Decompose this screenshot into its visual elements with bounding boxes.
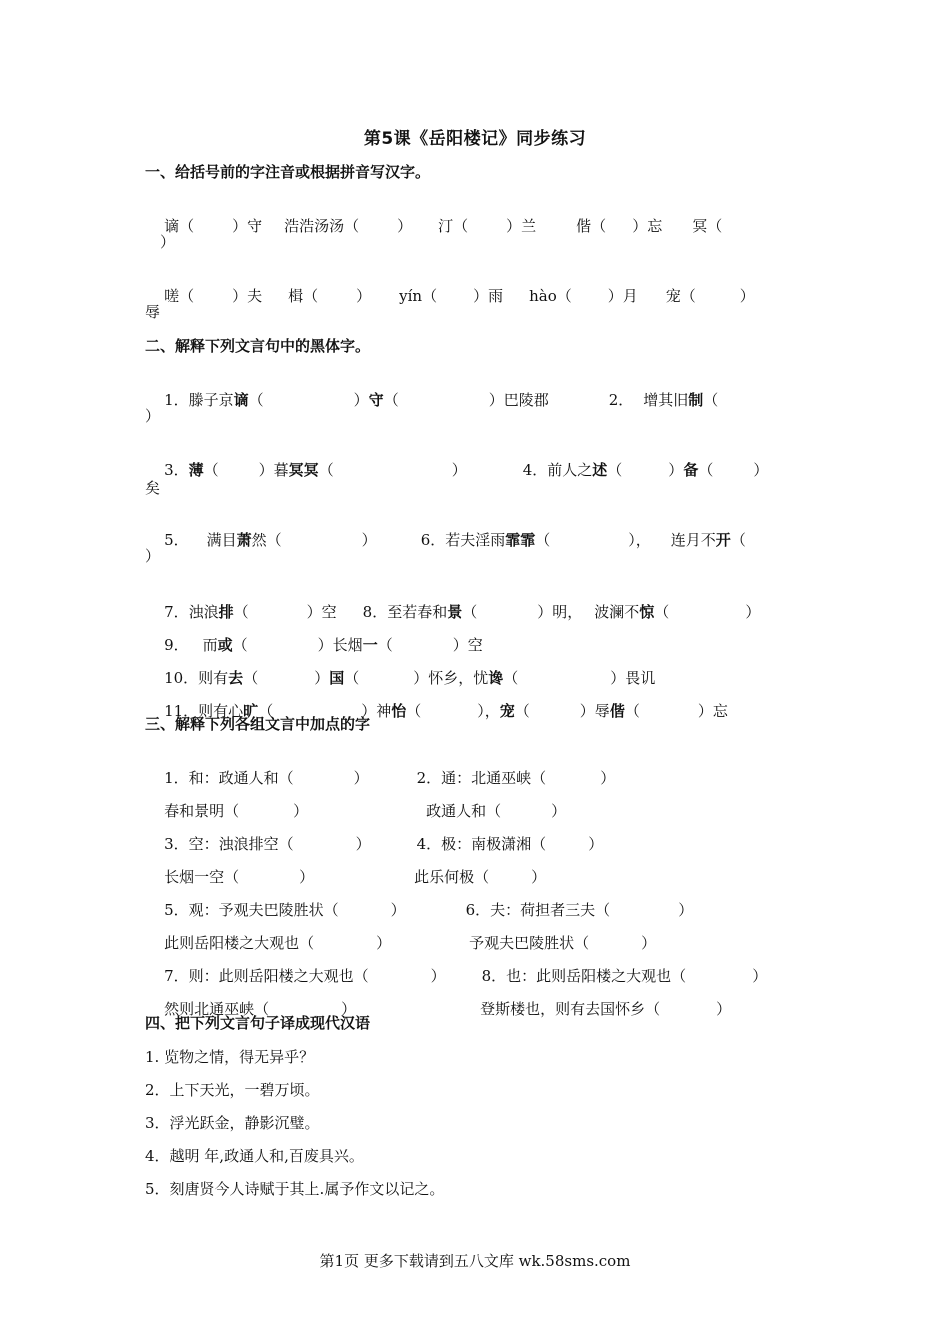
text-segment: ） — [745, 603, 761, 621]
text-segment: （ — [654, 603, 670, 621]
text-segment: 登斯楼也，则有去国怀乡（ — [480, 1000, 661, 1018]
bold-char: 怡 — [391, 702, 407, 720]
text-segment: ） — [739, 287, 755, 305]
text-segment: hào（ — [529, 287, 572, 305]
text-segment: ）怀乡，忧 — [413, 669, 489, 687]
text-segment: （ — [514, 702, 530, 720]
text-segment: ） — [716, 1000, 732, 1018]
s1-row1 — [145, 196, 722, 256]
text-segment: ）巴陵郡 — [488, 391, 549, 409]
bold-char: 制 — [688, 391, 704, 409]
section-4-heading: 四、把下列文言句子译成现代汉语 — [145, 1014, 371, 1032]
text-segment: 1．和：政通人和（ — [164, 769, 294, 787]
text-segment: 宠（ — [665, 287, 696, 305]
text-segment: 7．则：此则岳阳楼之大观也（ — [164, 967, 369, 985]
s2-q5-cont: ） — [145, 547, 161, 565]
text-segment: ） — [531, 868, 547, 886]
text-segment: （ — [406, 702, 422, 720]
bold-char: 谗 — [488, 669, 504, 687]
s2-q1-cont: ） — [145, 407, 161, 425]
text-segment: 10．则有 — [164, 669, 229, 687]
text-segment: 2． — [608, 391, 634, 409]
text-segment: （ — [503, 669, 519, 687]
text-segment: 4．前人之 — [522, 461, 593, 479]
text-segment: ） — [353, 769, 369, 787]
text-segment: （ — [318, 461, 334, 479]
bold-char: 宠 — [499, 702, 515, 720]
bold-char: 或 — [217, 636, 233, 654]
text-segment: 嗟（ — [164, 287, 195, 305]
text-segment: 浩浩汤汤（ — [284, 217, 360, 235]
s4-item-5: 5．刻唐贤今人诗赋于其上.属予作文以记之。 — [145, 1180, 445, 1198]
s1-row1-cont: ） — [160, 233, 176, 251]
text-segment: 汀（ — [438, 217, 469, 235]
bold-char: 守 — [368, 391, 384, 409]
bold-char: 景 — [447, 603, 463, 621]
text-segment: （ — [624, 702, 640, 720]
text-segment: ） — [397, 217, 413, 235]
text-segment: 楫（ — [288, 287, 319, 305]
text-segment: ） — [588, 835, 604, 853]
text-segment: ） — [753, 461, 769, 479]
text-segment: （ — [233, 603, 249, 621]
text-segment: ） — [376, 934, 392, 952]
text-segment: 11．则有心 — [164, 702, 244, 720]
text-segment: 然（ — [251, 531, 282, 549]
text-segment: ） — [430, 967, 446, 985]
text-segment: 然则北通巫峡（ — [164, 1000, 270, 1018]
text-segment: ） — [390, 901, 406, 919]
text-segment: 偕（ — [576, 217, 607, 235]
section-2-heading: 二、解释下列文言句中的黑体字。 — [145, 337, 371, 355]
text-segment: ） — [551, 802, 567, 820]
bold-char: 述 — [592, 461, 608, 479]
text-segment: 波澜不 — [594, 603, 640, 621]
text-segment: 谪（ — [164, 217, 195, 235]
bold-char: 开 — [715, 531, 731, 549]
text-segment: ）空 — [306, 603, 337, 621]
text-segment: ）兰 — [506, 217, 537, 235]
text-segment: ）雨 — [473, 287, 504, 305]
text-segment: 2．通：北通巫峡（ — [416, 769, 547, 787]
text-segment: ）明， — [537, 603, 583, 621]
text-segment: 长烟一空（ — [164, 868, 240, 886]
text-segment: ）神 — [361, 702, 392, 720]
bold-char: 谪 — [233, 391, 249, 409]
text-segment: 7．浊浪 — [164, 603, 219, 621]
text-segment: ） — [451, 461, 467, 479]
s2-q1 — [145, 370, 718, 430]
s2-q3-cont: 矣 — [145, 479, 161, 497]
text-segment: ）月 — [607, 287, 638, 305]
s4-item-3: 3．浮光跃金，静影沉璧。 — [145, 1114, 320, 1132]
text-segment: 此则岳阳楼之大观也（ — [164, 934, 315, 952]
text-segment: ）守 — [232, 217, 263, 235]
text-segment: ） — [353, 391, 369, 409]
text-segment: 8．也：此则岳阳楼之大观也（ — [481, 967, 687, 985]
text-segment: 1．滕子京 — [164, 391, 234, 409]
bold-char: 排 — [218, 603, 234, 621]
s4-item-1: 1. 览物之情，得无异乎？ — [145, 1048, 315, 1066]
bold-char: 去 — [228, 669, 244, 687]
text-segment: ） — [668, 461, 684, 479]
text-segment: yín（ — [399, 287, 438, 305]
text-segment: ） — [600, 769, 616, 787]
s2-q5 — [145, 510, 746, 570]
text-segment: （ — [383, 391, 399, 409]
text-segment: 6．夫：荷担者三夫（ — [465, 901, 611, 919]
text-segment: （ — [203, 461, 219, 479]
text-segment: ）暮 — [258, 461, 289, 479]
text-segment: 予观夫巴陵胜状（ — [469, 934, 590, 952]
text-segment: 增其旧 — [643, 391, 689, 409]
text-segment: （ — [703, 391, 719, 409]
bold-char: 旷 — [243, 702, 259, 720]
text-segment: 3．空：浊浪排空（ — [164, 835, 294, 853]
text-segment: 而 — [202, 636, 218, 654]
text-segment: 春和景明（ — [164, 802, 240, 820]
bold-char: 国 — [329, 669, 345, 687]
text-segment: ）夫 — [232, 287, 263, 305]
text-segment: 连月不 — [670, 531, 716, 549]
text-segment: （ — [248, 391, 264, 409]
text-segment: （ — [377, 636, 393, 654]
text-segment: ） — [752, 967, 768, 985]
page-footer: 第1页 更多下载请到五八文库 wk.58sms.com — [319, 1252, 631, 1270]
s2-q3 — [145, 440, 768, 500]
text-segment: ）畏讥 — [610, 669, 656, 687]
text-segment: ）， — [477, 702, 500, 720]
text-segment: 3． — [164, 461, 189, 479]
text-segment: ）忘 — [697, 702, 728, 720]
text-segment: ）忘 — [632, 217, 663, 235]
text-segment: ） — [293, 802, 309, 820]
bold-char: 惊 — [639, 603, 655, 621]
bold-char: 偕 — [609, 702, 625, 720]
text-segment: 冥（ — [692, 217, 723, 235]
text-segment: ） — [314, 669, 330, 687]
bold-char: 备 — [683, 461, 699, 479]
s1-row2 — [145, 266, 755, 326]
bold-char: 冥冥 — [288, 461, 319, 479]
text-segment: （ — [243, 669, 259, 687]
text-segment: ） — [356, 287, 372, 305]
s1-row2-cont: 辱 — [145, 303, 161, 321]
text-segment: （ — [698, 461, 714, 479]
text-segment: （ — [232, 636, 248, 654]
text-segment: ） — [341, 1000, 357, 1018]
text-segment: 政通人和（ — [426, 802, 502, 820]
text-segment: （ — [730, 531, 746, 549]
text-segment: 此乐何极（ — [414, 868, 490, 886]
text-segment: 9． — [164, 636, 189, 654]
section-1-heading: 一、给括号前的字注音或根据拼音写汉字。 — [145, 163, 431, 181]
text-segment: ）辱 — [579, 702, 610, 720]
s4-item-4: 4．越明 年,政通人和,百废具兴。 — [145, 1147, 364, 1165]
bold-char: 薄 — [188, 461, 204, 479]
text-segment: （ — [344, 669, 360, 687]
text-segment: ） — [361, 531, 377, 549]
section-3-heading: 三、解释下列各组文言中加点的字 — [145, 715, 371, 733]
s4-item-2: 2．上下天光，一碧万顷。 — [145, 1081, 320, 1099]
page-title: 第5课《岳阳楼记》同步练习 — [363, 129, 587, 149]
text-segment: 8．至若春和 — [362, 603, 448, 621]
text-segment: 满目 — [206, 531, 237, 549]
text-segment: 5．观：予观夫巴陵胜状（ — [164, 901, 339, 919]
text-segment: ）， — [628, 531, 651, 549]
text-segment: （ — [535, 531, 551, 549]
text-segment: ）空 — [452, 636, 483, 654]
text-segment: 6．若夫淫雨 — [420, 531, 506, 549]
text-segment: ） — [355, 835, 371, 853]
text-segment: 4．极：南极潇湘（ — [416, 835, 547, 853]
text-segment: （ — [258, 702, 274, 720]
bold-char: 一 — [362, 636, 378, 654]
bold-char: 霏霏 — [505, 531, 536, 549]
text-segment: ） — [678, 901, 694, 919]
text-segment: ） — [299, 868, 315, 886]
text-segment: （ — [462, 603, 478, 621]
text-segment: ） — [641, 934, 657, 952]
bold-char: 萧 — [236, 531, 252, 549]
text-segment: 5． — [164, 531, 189, 549]
text-segment: （ — [607, 461, 623, 479]
text-segment: ）长烟 — [317, 636, 363, 654]
